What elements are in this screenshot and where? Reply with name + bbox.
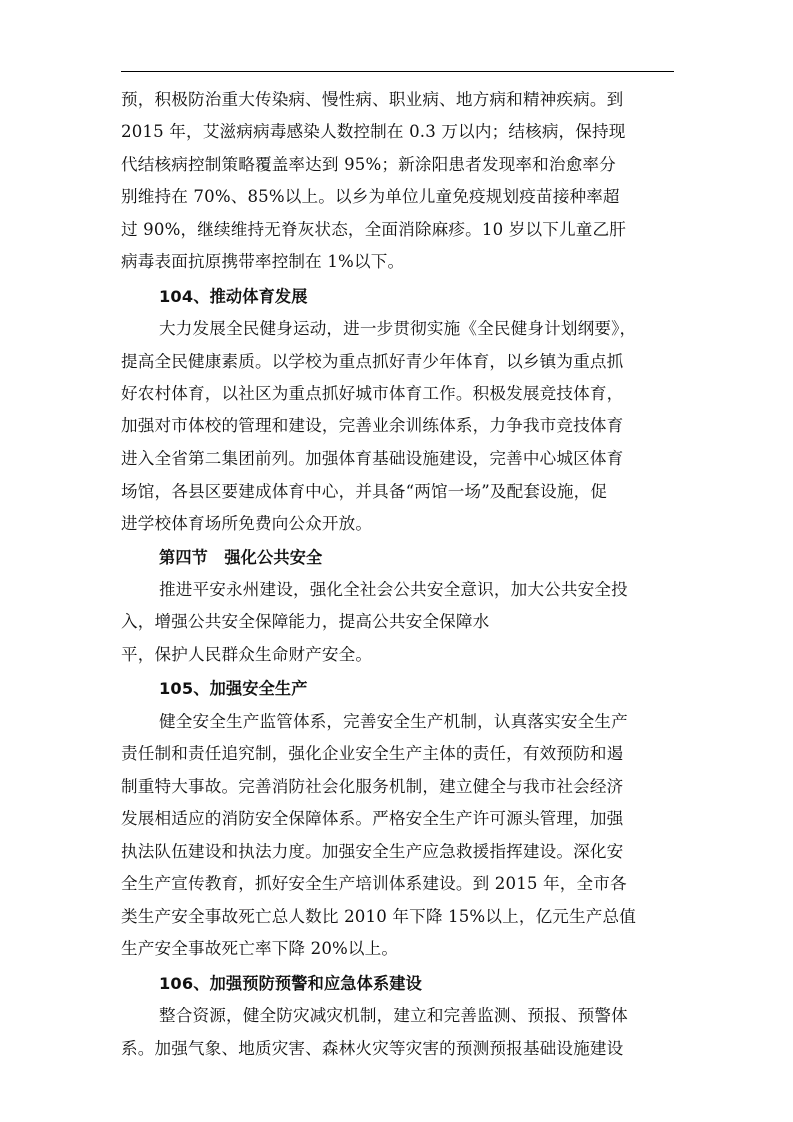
paragraph-line: 2015 年，艾滋病病毒感染人数控制在 0.3 万以内；结核病，保持现 xyxy=(121,122,626,141)
header-rule xyxy=(121,71,674,72)
paragraph-line: 好农村体育，以社区为重点抓好城市体育工作。积极发展竞技体育， xyxy=(121,384,624,403)
section-heading: 104、推动体育发展 xyxy=(159,287,308,306)
paragraph-line: 平，保护人民群众生命财产安全。 xyxy=(121,645,373,664)
paragraph-line: 大力发展全民健身运动，进一步贯彻实施《全民健身计划纲要》， xyxy=(159,319,637,338)
paragraph-line: 生产安全事故死亡率下降 20%以上。 xyxy=(121,939,399,958)
paragraph-line: 责任制和责任追究制，强化企业安全生产主体的责任，有效预防和遏 xyxy=(121,744,624,763)
paragraph-line: 别维持在 70%、85%以上。以乡为单位儿童免疫规划疫苗接种率超 xyxy=(121,187,620,206)
paragraph-line: 预，积极防治重大传染病、慢性病、职业病、地方病和精神疾病。到 xyxy=(121,90,624,109)
paragraph-line: 执法队伍建设和执法力度。加强安全生产应急救援指挥建设。深化安 xyxy=(121,842,624,861)
paragraph-line: 代结核病控制策略覆盖率达到 95%；新涂阳患者发现率和治愈率分 xyxy=(121,155,616,174)
paragraph-line: 提高全民健康素质。以学校为重点抓好青少年体育，以乡镇为重点抓 xyxy=(121,352,624,371)
paragraph-line: 整合资源，健全防灾减灾机制，建立和完善监测、预报、预警体 xyxy=(159,1006,628,1025)
paragraph-line: 系。加强气象、地质灾害、森林火灾等灾害的预测预报基础设施建设 xyxy=(121,1039,624,1058)
paragraph-line: 推进平安永州建设，强化全社会公共安全意识，加大公共安全投 xyxy=(159,580,628,599)
section-heading: 第四节 强化公共安全 xyxy=(159,548,323,567)
section-heading: 105、加强安全生产 xyxy=(159,679,308,698)
paragraph-line: 加强对市体校的管理和建设，完善业余训练体系，力争我市竞技体育 xyxy=(121,416,624,435)
paragraph-line: 全生产宣传教育，抓好安全生产培训体系建设。到 2015 年，全市各 xyxy=(121,874,627,893)
paragraph-line: 健全安全生产监管体系，完善安全生产机制，认真落实安全生产 xyxy=(159,712,628,731)
paragraph-line: 类生产安全事故死亡总人数比 2010 年下降 15%以上，亿元生产总值 xyxy=(121,907,637,926)
paragraph-line: 病毒表面抗原携带率控制在 1%以下。 xyxy=(121,252,405,271)
paragraph-line: 进学校体育场所免费向公众开放。 xyxy=(121,514,373,533)
section-heading: 106、加强预防预警和应急体系建设 xyxy=(159,974,422,993)
paragraph-line: 制重特大事故。完善消防社会化服务机制，建立健全与我市社会经济 xyxy=(121,777,624,796)
paragraph-line: 进入全省第二集团前列。加强体育基础设施建设，完善中心城区体育 xyxy=(121,449,624,468)
paragraph-line: 过 90%，继续维持无脊灰状态，全面消除麻疹。10 岁以下儿童乙肝 xyxy=(121,220,626,239)
paragraph-line: 场馆，各县区要建成体育中心，并具备“两馆一场”及配套设施，促 xyxy=(121,482,608,501)
paragraph-line: 发展相适应的消防安全保障体系。严格安全生产许可源头管理，加强 xyxy=(121,809,624,828)
paragraph-line: 入，增强公共安全保障能力，提高公共安全保障水 xyxy=(121,612,490,631)
